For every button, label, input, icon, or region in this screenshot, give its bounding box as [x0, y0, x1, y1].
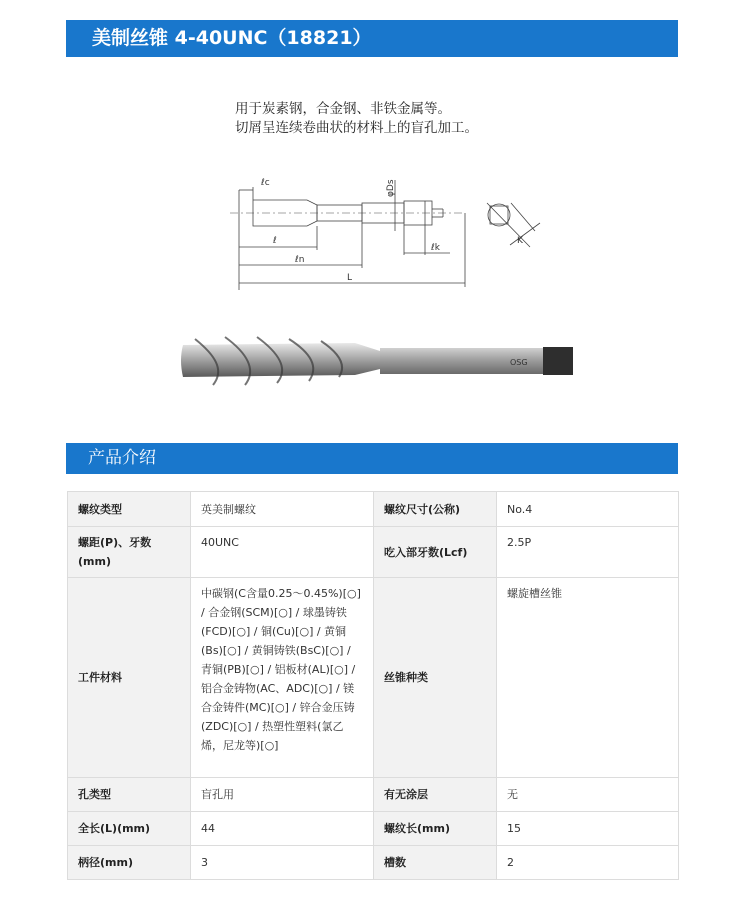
osg-logo: OSG — [510, 358, 528, 367]
hole-label: 孔类型 — [68, 778, 191, 812]
lead-label: 吃入部牙数(Lcf) — [374, 527, 497, 578]
drawing-label-l: ℓ — [273, 236, 277, 246]
product-intro-banner — [66, 443, 678, 474]
intro-title: 产品介绍 — [88, 448, 156, 468]
description-line-2: 切屑呈连续卷曲状的材料上的盲孔加工。 — [235, 120, 478, 136]
table-row — [68, 778, 679, 812]
hole-value: 盲孔用 — [191, 778, 374, 812]
tap-dimension-drawing — [225, 165, 555, 300]
coating-value: 无 — [497, 778, 679, 812]
flutes-value: 2 — [497, 846, 679, 880]
shank-label: 柄径(mm) — [68, 846, 191, 880]
spec-table — [67, 491, 679, 880]
shank-value: 3 — [191, 846, 374, 880]
drawing-label-lc: ℓc — [261, 178, 270, 188]
thread-size-value: No.4 — [497, 492, 679, 527]
table-row — [68, 578, 679, 778]
table-row — [68, 846, 679, 880]
length-value: 44 — [191, 812, 374, 846]
thread-type-label: 螺纹类型 — [68, 492, 191, 527]
tap-product-photo — [175, 325, 585, 395]
drawing-label-L: L — [347, 273, 353, 283]
table-row — [68, 812, 679, 846]
drawing-label-lk: ℓk — [431, 243, 440, 253]
thread-length-value: 15 — [497, 812, 679, 846]
pitch-label: 螺距(P)、牙数(mm) — [68, 527, 191, 578]
thread-size-label: 螺纹尺寸(公称) — [374, 492, 497, 527]
pitch-value: 40UNC — [191, 527, 374, 578]
table-row — [68, 492, 679, 527]
description-line-1: 用于炭素钢，合金钢、非铁金属等。 — [235, 101, 451, 117]
material-label: 工件材料 — [68, 578, 191, 778]
tap-type-label: 丝锥种类 — [374, 578, 497, 778]
thread-type-value: 英美制螺纹 — [191, 492, 374, 527]
drawing-label-ln: ℓn — [295, 255, 305, 265]
page-title: 美制丝锥 4-40UNC（18821） — [92, 27, 372, 49]
coating-label: 有无涂层 — [374, 778, 497, 812]
drawing-label-k: K — [517, 236, 523, 246]
thread-length-label: 螺纹长(mm) — [374, 812, 497, 846]
product-description — [235, 100, 478, 138]
product-title-banner — [66, 20, 678, 57]
material-value: 中碳钢(C含量0.25～0.45%)[○] / 合金钢(SCM)[○] / 球墨铸铁(FCD)[○] / 铜(Cu)[○] / 黄铜(Bs)[○] / 黄铜铸铁(BsC)[○] / 青铜(PB)[○] / 铝板材(AL)[○] / 铝合金铸物(AC、ADC)[○] / 镁合金铸件(MC)[○] / 锌合金压铸(ZDC)[○] / 热塑性塑料(氯乙烯，尼龙等)[○] — [191, 578, 374, 778]
table-row — [68, 527, 679, 578]
lead-value: 2.5P — [497, 527, 679, 578]
tap-type-value: 螺旋槽丝锥 — [497, 578, 679, 778]
flutes-label: 槽数 — [374, 846, 497, 880]
drawing-label-ds: φDs — [386, 179, 396, 197]
length-label: 全长(L)(mm) — [68, 812, 191, 846]
